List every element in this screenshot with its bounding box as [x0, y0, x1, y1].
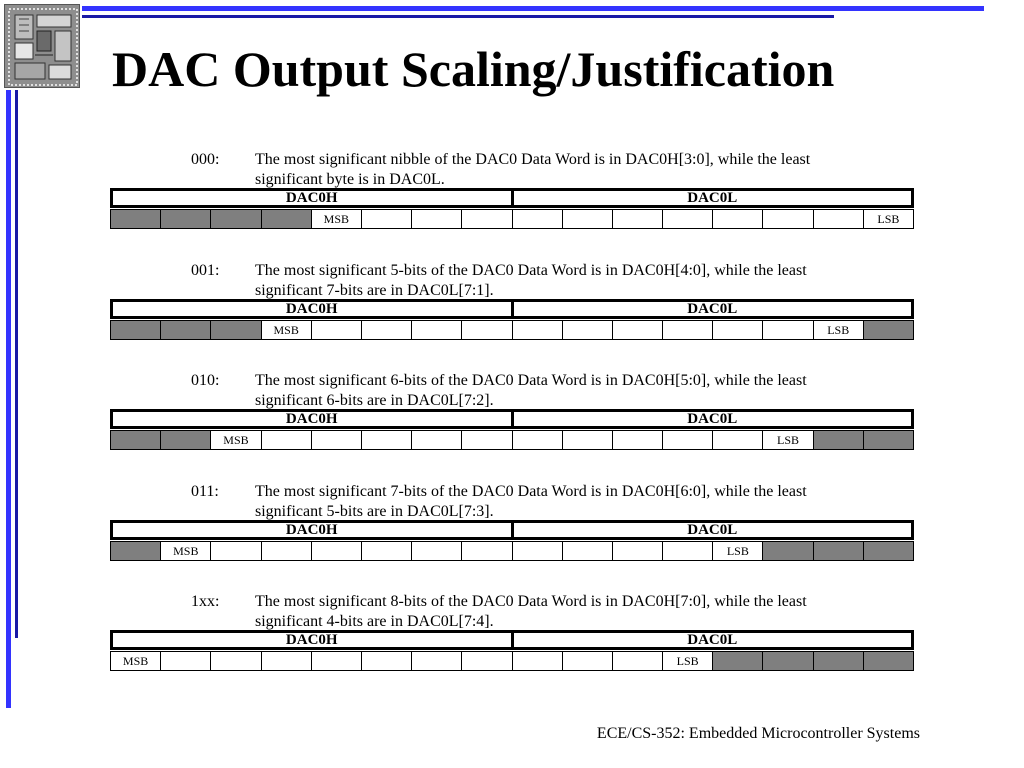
- bit-cell: LSB: [763, 431, 813, 449]
- config-text-line: The most significant nibble of the DAC0 Data Word is in DAC0H[3:0], while the least: [255, 151, 811, 168]
- config-description: [110, 150, 914, 190]
- bit-cell: [312, 431, 362, 449]
- bit-cell-unused: [864, 321, 913, 339]
- config-block: [110, 371, 914, 450]
- bit-cell: [613, 431, 663, 449]
- config-text: [255, 482, 895, 522]
- bit-cell: [362, 542, 412, 560]
- bit-cell-unused: [814, 652, 864, 670]
- bit-cell: [613, 321, 663, 339]
- bit-cell: [513, 652, 563, 670]
- bit-cell: [312, 652, 362, 670]
- microchip-die-icon: [4, 4, 80, 88]
- bit-cell: [763, 321, 813, 339]
- bit-cell: [462, 652, 512, 670]
- bit-cell: [462, 210, 512, 228]
- config-code: 010:: [191, 372, 220, 389]
- bit-cell-unused: [864, 542, 913, 560]
- bit-cell-unused: [111, 542, 161, 560]
- bit-cell: [412, 210, 462, 228]
- bit-cell: LSB: [713, 542, 763, 560]
- bit-cell: [563, 321, 613, 339]
- bit-cell: [362, 321, 412, 339]
- bit-cell-unused: [763, 652, 813, 670]
- bit-row: [110, 209, 914, 229]
- bit-cell-unused: [864, 431, 913, 449]
- bit-cell: LSB: [814, 321, 864, 339]
- register-dac0h-label: DAC0H: [285, 522, 338, 538]
- bit-cell-unused: [713, 652, 763, 670]
- bit-cell: MSB: [262, 321, 312, 339]
- register-dac0l-label: DAC0L: [511, 412, 912, 426]
- register-header: [110, 188, 914, 208]
- bit-cell: [513, 431, 563, 449]
- bit-cell: [563, 542, 613, 560]
- register-dac0h-label: DAC0H: [285, 411, 338, 427]
- register-dac0l-label: DAC0L: [511, 302, 912, 316]
- bit-cell: LSB: [663, 652, 713, 670]
- config-description: [110, 592, 914, 632]
- register-dac0h-label: DAC0H: [285, 301, 338, 317]
- top-accent-bar: [82, 6, 984, 11]
- bit-cell: [462, 431, 512, 449]
- config-description: [110, 482, 914, 522]
- register-header: [110, 409, 914, 429]
- bit-cell: MSB: [211, 431, 261, 449]
- bit-cell: [262, 431, 312, 449]
- bit-cell-unused: [161, 431, 211, 449]
- bit-cell: [814, 210, 864, 228]
- bit-cell-unused: [763, 542, 813, 560]
- config-description: [110, 261, 914, 301]
- config-text: [255, 592, 895, 632]
- config-text: [255, 150, 895, 190]
- bit-cell-unused: [161, 210, 211, 228]
- bit-cell: [312, 542, 362, 560]
- bit-cell: [412, 431, 462, 449]
- bit-cell: [312, 321, 362, 339]
- config-description: [110, 371, 914, 411]
- bit-cell-unused: [211, 321, 261, 339]
- bit-row: [110, 430, 914, 450]
- footer-course-name: ECE/CS-352: Embedded Microcontroller Systems: [596, 725, 920, 742]
- bit-cell: MSB: [111, 652, 161, 670]
- bit-cell-unused: [161, 321, 211, 339]
- bit-cell: [362, 210, 412, 228]
- config-text-line: significant 4-bits are in DAC0L[7:4].: [255, 613, 494, 630]
- bit-cell: [663, 210, 713, 228]
- config-block: [110, 592, 914, 671]
- config-text-line: The most significant 8-bits of the DAC0 Data Word is in DAC0H[7:0], while the least: [255, 593, 807, 610]
- bit-cell: [161, 652, 211, 670]
- bit-cell: [763, 210, 813, 228]
- register-header: [110, 520, 914, 540]
- config-block: [110, 482, 914, 561]
- bit-cell: [663, 431, 713, 449]
- bit-cell: [663, 542, 713, 560]
- bit-cell: [713, 210, 763, 228]
- register-dac0l-label: DAC0L: [511, 191, 912, 205]
- bit-cell: LSB: [877, 212, 900, 226]
- bit-cell: [513, 321, 563, 339]
- register-dac0h-label: DAC0H: [285, 190, 338, 206]
- left-accent-bar-thin: [15, 90, 18, 638]
- bit-cell-unused: [814, 542, 864, 560]
- bit-cell: [412, 321, 462, 339]
- bit-cell: [713, 431, 763, 449]
- config-code: 1xx:: [191, 593, 220, 610]
- register-dac0l-label: DAC0L: [511, 633, 912, 647]
- bit-cell: MSB: [161, 542, 211, 560]
- bit-cell-unused: [211, 210, 261, 228]
- bit-cell-unused: [262, 210, 312, 228]
- bit-cell: [513, 542, 563, 560]
- config-text-line: significant 6-bits are in DAC0L[7:2].: [255, 392, 494, 409]
- bit-cell: [211, 652, 261, 670]
- bit-row: [110, 541, 914, 561]
- config-text: [255, 371, 895, 411]
- bit-cell-unused: [814, 431, 864, 449]
- bit-cell: [563, 210, 613, 228]
- bit-cell: [362, 431, 412, 449]
- bit-cell: [462, 321, 512, 339]
- bit-cell: [462, 542, 512, 560]
- bit-cell: [563, 431, 613, 449]
- bit-cell-unused: [111, 321, 161, 339]
- bit-cell: [613, 652, 663, 670]
- bit-cell: [412, 542, 462, 560]
- config-text-line: The most significant 5-bits of the DAC0 Data Word is in DAC0H[4:0], while the least: [255, 262, 807, 279]
- register-header: [110, 299, 914, 319]
- bit-cell-unused: [864, 652, 913, 670]
- bit-cell: [613, 542, 663, 560]
- bit-cell: [613, 210, 663, 228]
- config-code: 001:: [191, 262, 220, 279]
- bit-cell: [412, 652, 462, 670]
- config-text-line: significant 5-bits are in DAC0L[7:3].: [255, 503, 494, 520]
- register-dac0h-label: DAC0H: [285, 632, 338, 648]
- bit-cell: [563, 652, 613, 670]
- bit-cell: MSB: [312, 210, 362, 228]
- microchip-die-graphic: [5, 5, 80, 88]
- top-accent-bar-thin: [82, 15, 834, 18]
- bit-row: [110, 651, 914, 671]
- bit-cell: [262, 542, 312, 560]
- config-text-line: significant byte is in DAC0L.: [255, 171, 445, 188]
- bit-row: [110, 320, 914, 340]
- config-block: [110, 150, 914, 229]
- config-code: 000:: [191, 151, 220, 168]
- bit-cell: [663, 321, 713, 339]
- bit-cell: [513, 210, 563, 228]
- left-accent-bar: [6, 90, 11, 708]
- bit-cell-unused: [111, 210, 161, 228]
- bit-cell: [211, 542, 261, 560]
- bit-cell: [362, 652, 412, 670]
- config-text-line: significant 7-bits are in DAC0L[7:1].: [255, 282, 494, 299]
- register-dac0l-label: DAC0L: [511, 523, 912, 537]
- config-text-line: The most significant 6-bits of the DAC0 Data Word is in DAC0H[5:0], while the least: [255, 372, 807, 389]
- config-block: [110, 261, 914, 340]
- bit-cell-unused: [111, 431, 161, 449]
- config-text: [255, 261, 895, 301]
- bit-cell: [713, 321, 763, 339]
- config-code: 011:: [191, 483, 219, 500]
- slide-title: DAC Output Scaling/Justification: [112, 41, 835, 97]
- register-header: [110, 630, 914, 650]
- config-text-line: The most significant 7-bits of the DAC0 Data Word is in DAC0H[6:0], while the least: [255, 483, 807, 500]
- bit-cell: [262, 652, 312, 670]
